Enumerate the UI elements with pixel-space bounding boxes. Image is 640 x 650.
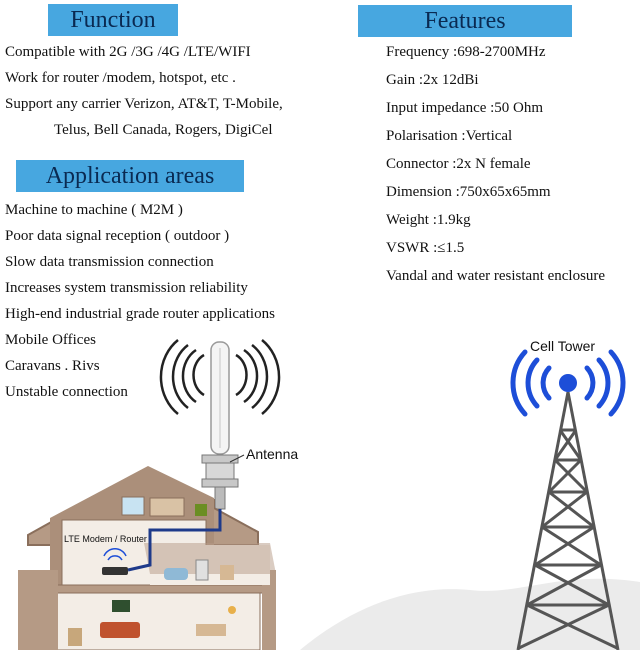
- feature-item: Input impedance :50 Ohm: [386, 100, 544, 116]
- antenna-icon: [202, 342, 238, 509]
- modem-label: LTE Modem / Router: [64, 534, 147, 544]
- application-item: Poor data signal reception ( outdoor ): [5, 228, 230, 244]
- application-item: Increases system transmission reliability: [5, 280, 248, 296]
- application-item: Machine to machine ( M2M ): [5, 202, 183, 218]
- feature-item: Gain :2x 12dBi: [386, 72, 479, 88]
- function-item: Work for router /modem, hotspot, etc .: [5, 70, 236, 86]
- function-item: Telus, Bell Canada, Rogers, DigiCel: [54, 122, 273, 138]
- function-item: Compatible with 2G /3G /4G /LTE/WIFI: [5, 44, 251, 60]
- feature-item: Vandal and water resistant enclosure: [386, 268, 606, 284]
- feature-item: Dimension :750x65x65mm: [386, 184, 551, 200]
- application-item: High-end industrial grade router applications: [5, 306, 275, 322]
- function-item: Support any carrier Verizon, AT&T, T-Mobile,: [5, 96, 283, 112]
- feature-item: VSWR :≤1.5: [386, 240, 465, 256]
- feature-item: Weight :1.9kg: [386, 212, 471, 228]
- tower-beacon-icon: [559, 374, 577, 392]
- application-item: Caravans . Rivs: [5, 358, 100, 374]
- cell-tower-label: Cell Tower: [530, 338, 596, 354]
- application-item: Unstable connection: [5, 384, 128, 400]
- application-item: Slow data transmission connection: [5, 254, 214, 270]
- antenna-label: Antenna: [246, 446, 299, 462]
- feature-item: Polarisation :Vertical: [386, 128, 513, 144]
- application-item: Mobile Offices: [5, 332, 96, 348]
- feature-item: Connector :2x N female: [386, 156, 531, 172]
- modem-icon: [102, 567, 128, 575]
- feature-item: Frequency :698-2700MHz: [386, 44, 546, 60]
- function-banner: Function: [48, 4, 178, 36]
- house-illustration: [18, 466, 276, 650]
- features-banner: Features: [358, 5, 572, 37]
- applications-banner: Application areas: [16, 160, 244, 192]
